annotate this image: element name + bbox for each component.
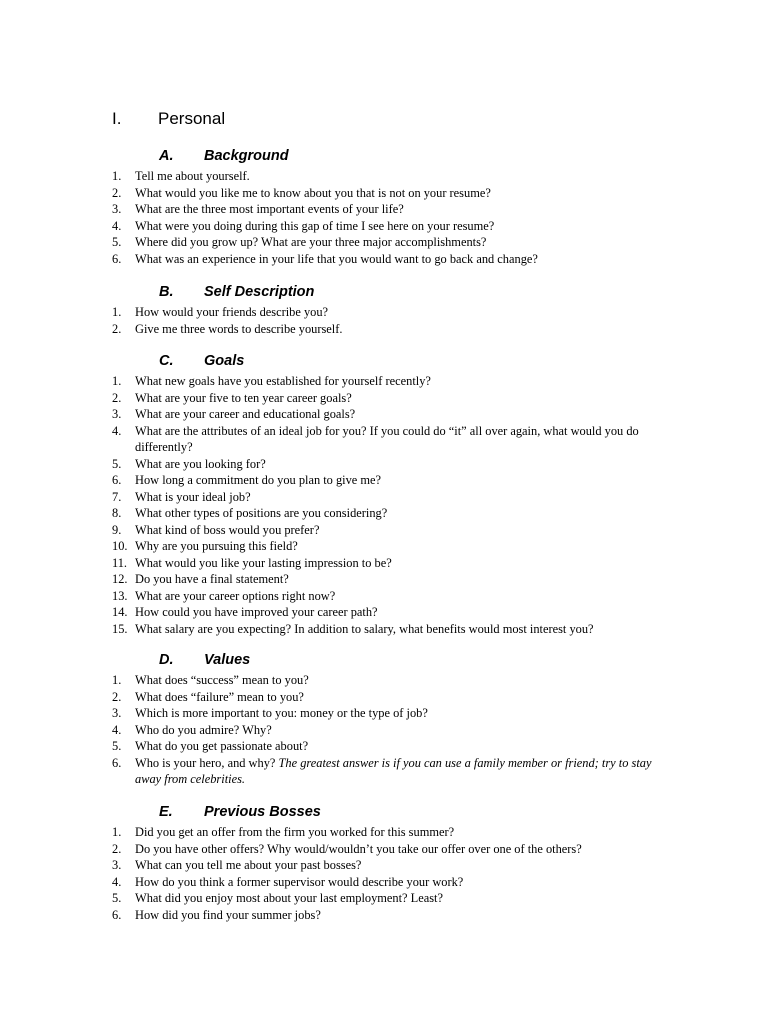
question-number: 5. bbox=[112, 739, 122, 753]
question-text: What is your ideal job? bbox=[135, 489, 251, 504]
question-number: 4. bbox=[112, 722, 122, 737]
question-text: What are your career options right now? bbox=[135, 588, 336, 603]
question-text: Do you have other offers? Why would/wouldn’t you take our offer over one of the others? bbox=[135, 841, 582, 856]
question-text: What can you tell me about your past bosses? bbox=[135, 858, 362, 872]
question-item bbox=[112, 321, 672, 338]
question-number: 2. bbox=[112, 841, 122, 856]
section-title: Goals bbox=[204, 353, 245, 369]
question-number: 4. bbox=[112, 218, 122, 233]
question-text: How long a commitment do you plan to give me? bbox=[135, 473, 382, 487]
question-number: 15. bbox=[112, 621, 128, 636]
question-item bbox=[112, 874, 672, 891]
question-item bbox=[112, 251, 672, 268]
question-text: Give me three words to describe yourself. bbox=[135, 321, 343, 336]
question-number: 7. bbox=[112, 489, 122, 504]
question-text: Which is more important to you: money or the type of job? bbox=[135, 706, 428, 720]
question-item bbox=[112, 857, 672, 874]
question-text: How do you think a former supervisor would describe your work? bbox=[135, 874, 464, 889]
question-text-with-advice bbox=[135, 755, 672, 788]
question-text: What do you get passionate about? bbox=[135, 739, 309, 753]
question-text: What were you doing during this gap of time I see here on your resume? bbox=[135, 218, 495, 233]
question-item bbox=[112, 304, 672, 321]
question-number: 3. bbox=[112, 407, 122, 421]
question-list bbox=[112, 373, 672, 637]
question-item bbox=[112, 705, 672, 722]
question-number: 1. bbox=[112, 169, 122, 183]
question-item bbox=[112, 390, 672, 407]
question-item bbox=[112, 824, 672, 841]
question-number: 1. bbox=[112, 374, 122, 388]
question-text: What are the attributes of an ideal job for you? If you could do “it” all over again, what would you do differently? bbox=[135, 423, 639, 454]
question-number: 6. bbox=[112, 473, 122, 487]
question-item bbox=[112, 406, 672, 423]
section-heading bbox=[112, 651, 672, 669]
question-item bbox=[112, 588, 672, 605]
question-number: 1. bbox=[112, 673, 122, 687]
question-number: 6. bbox=[112, 755, 122, 770]
question-number: 2. bbox=[112, 185, 122, 200]
question-text: What kind of boss would you prefer? bbox=[135, 522, 320, 537]
section-heading bbox=[112, 803, 672, 821]
question-item bbox=[112, 538, 672, 555]
section-previous-bosses bbox=[112, 803, 672, 923]
question-number: 6. bbox=[112, 251, 122, 266]
question-number: 14. bbox=[112, 605, 128, 619]
section-title: Previous Bosses bbox=[204, 804, 321, 820]
question-text: How would your friends describe you? bbox=[135, 305, 329, 319]
section-self-description bbox=[112, 283, 672, 337]
question-text: What are the three most important events of your life? bbox=[135, 202, 404, 216]
section-title: Background bbox=[204, 148, 289, 164]
question-item bbox=[112, 373, 672, 390]
question-text: What other types of positions are you considering? bbox=[135, 506, 388, 520]
section-background bbox=[112, 147, 672, 267]
section-letter: E. bbox=[159, 804, 173, 820]
question-list bbox=[112, 672, 672, 788]
question-text: Who do you admire? Why? bbox=[135, 722, 272, 737]
question-number: 3. bbox=[112, 202, 122, 216]
question-number: 8. bbox=[112, 506, 122, 520]
section-title: Self Description bbox=[204, 284, 315, 300]
section-heading bbox=[112, 147, 672, 165]
question-item bbox=[112, 907, 672, 924]
question-item bbox=[112, 672, 672, 689]
question-text: What new goals have you established for yourself recently? bbox=[135, 374, 431, 388]
main-heading bbox=[112, 108, 225, 130]
question-number: 2. bbox=[112, 390, 122, 405]
question-text: What are you looking for? bbox=[135, 456, 266, 471]
question-item bbox=[112, 604, 672, 621]
question-item bbox=[112, 738, 672, 755]
question-number: 11. bbox=[112, 555, 128, 570]
question-item bbox=[112, 423, 672, 456]
question-item bbox=[112, 555, 672, 572]
main-heading-number: I. bbox=[112, 109, 122, 128]
question-number: 4. bbox=[112, 423, 122, 438]
question-item bbox=[112, 472, 672, 489]
question-text: What does “failure” mean to you? bbox=[135, 689, 304, 704]
question-text: Where did you grow up? What are your three major accomplishments? bbox=[135, 235, 487, 249]
section-values bbox=[112, 651, 672, 788]
question-item bbox=[112, 755, 672, 788]
question-item bbox=[112, 722, 672, 739]
question-text: Who is your hero, and why? bbox=[135, 755, 276, 770]
question-item bbox=[112, 234, 672, 251]
question-item bbox=[112, 489, 672, 506]
question-list bbox=[112, 168, 672, 267]
question-text: What salary are you expecting? In addition to salary, what benefits would most interest you? bbox=[135, 621, 594, 636]
question-number: 5. bbox=[112, 891, 122, 905]
question-item bbox=[112, 571, 672, 588]
question-number: 1. bbox=[112, 825, 122, 839]
question-text: What would you like me to know about you that is not on your resume? bbox=[135, 185, 491, 200]
question-text: What would you like your lasting impression to be? bbox=[135, 555, 392, 570]
question-number: 3. bbox=[112, 858, 122, 872]
question-item bbox=[112, 522, 672, 539]
section-goals bbox=[112, 352, 672, 637]
question-text: How did you find your summer jobs? bbox=[135, 907, 321, 922]
question-text: What are your career and educational goals? bbox=[135, 407, 356, 421]
question-text: What does “success” mean to you? bbox=[135, 673, 309, 687]
question-text: Why are you pursuing this field? bbox=[135, 539, 298, 553]
section-letter: A. bbox=[159, 148, 174, 164]
section-letter: C. bbox=[159, 353, 174, 369]
question-item bbox=[112, 185, 672, 202]
question-number: 2. bbox=[112, 321, 122, 336]
question-item bbox=[112, 201, 672, 218]
question-number: 9. bbox=[112, 522, 122, 537]
main-heading-title: Personal bbox=[158, 109, 226, 128]
question-number: 3. bbox=[112, 706, 122, 720]
section-letter: D. bbox=[159, 652, 174, 668]
question-text: Did you get an offer from the firm you worked for this summer? bbox=[135, 825, 455, 839]
advice-text: The greatest answer is if you can use a family member or friend; try to stay away from celebrities. bbox=[135, 755, 652, 786]
question-list bbox=[112, 304, 672, 337]
question-text: How could you have improved your career path? bbox=[135, 605, 378, 619]
question-number: 12. bbox=[112, 572, 128, 586]
question-number: 5. bbox=[112, 235, 122, 249]
question-number: 2. bbox=[112, 689, 122, 704]
section-heading bbox=[112, 283, 672, 301]
question-number: 6. bbox=[112, 907, 122, 922]
question-text: Do you have a final statement? bbox=[135, 572, 289, 586]
question-text: What was an experience in your life that you would want to go back and change? bbox=[135, 251, 538, 266]
question-text: Tell me about yourself. bbox=[135, 169, 250, 183]
question-item bbox=[112, 456, 672, 473]
question-list bbox=[112, 824, 672, 923]
question-text: What are your five to ten year career goals? bbox=[135, 390, 352, 405]
question-item bbox=[112, 168, 672, 185]
question-item bbox=[112, 621, 672, 638]
question-text: What did you enjoy most about your last employment? Least? bbox=[135, 891, 443, 905]
question-item bbox=[112, 218, 672, 235]
question-number: 1. bbox=[112, 305, 122, 319]
question-number: 4. bbox=[112, 874, 122, 889]
section-letter: B. bbox=[159, 284, 174, 300]
question-item bbox=[112, 841, 672, 858]
question-item bbox=[112, 890, 672, 907]
question-number: 13. bbox=[112, 588, 128, 603]
question-item bbox=[112, 505, 672, 522]
question-number: 10. bbox=[112, 539, 128, 553]
question-item bbox=[112, 689, 672, 706]
section-heading bbox=[112, 352, 672, 370]
section-title: Values bbox=[204, 652, 251, 668]
question-number: 5. bbox=[112, 456, 122, 471]
